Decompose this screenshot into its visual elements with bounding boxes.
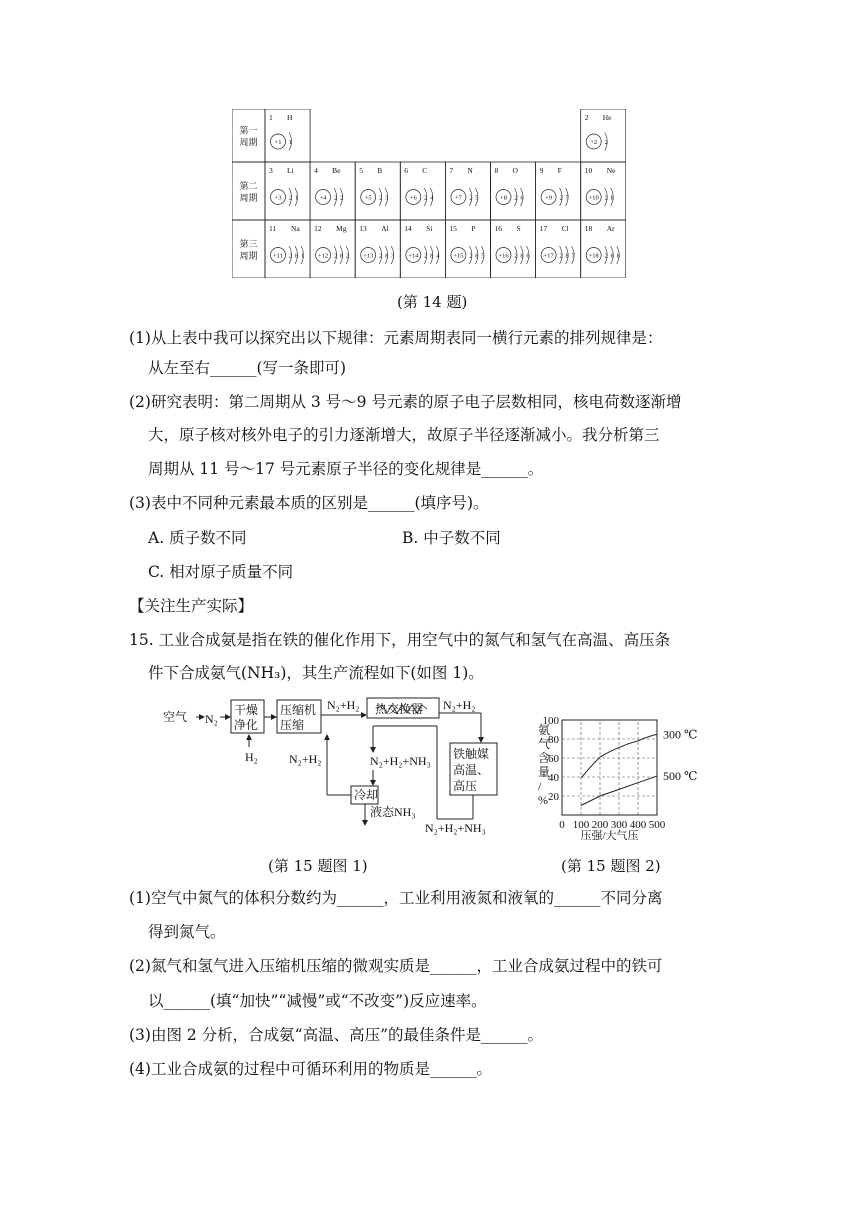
- flow-liquid-nh3: 液态NH₃: [370, 805, 416, 819]
- svg-text:+9: +9: [545, 194, 553, 202]
- q15-part1-line2: 得到氮气。: [148, 923, 226, 941]
- q14-part2-line1: (2)研究表明：第二周期从 3 号～9 号元素的原子电子层数相同，核电荷数逐渐增: [129, 393, 682, 411]
- element-p: [449, 224, 484, 264]
- svg-text:He: He: [602, 113, 612, 122]
- element-si: [404, 224, 440, 264]
- svg-text:+6: +6: [409, 194, 417, 202]
- svg-text:Be: Be: [332, 166, 341, 175]
- period-label: [239, 125, 257, 148]
- periodic-table-figure: [232, 109, 626, 278]
- chart-x-label: 压强/大气压: [580, 830, 639, 840]
- q15-part4: (4)工业合成氨的过程中可循环利用的物质是______。: [129, 1060, 492, 1078]
- svg-text:周期: 周期: [239, 193, 258, 203]
- chart-series-label-1: 500 ℃: [663, 769, 698, 784]
- chart-series-line-0: [581, 734, 657, 778]
- svg-text:+2: +2: [590, 139, 598, 146]
- svg-text:+4: +4: [319, 194, 327, 202]
- svg-text:3: 3: [269, 166, 273, 175]
- svg-text:17: 17: [539, 224, 548, 233]
- element-na: [269, 224, 304, 264]
- svg-text:8: 8: [385, 252, 389, 260]
- flow-compressor-2: 压缩: [280, 718, 305, 732]
- svg-text:+13: +13: [363, 252, 374, 260]
- svg-text:7: 7: [571, 252, 575, 260]
- svg-text:6: 6: [526, 252, 530, 260]
- flow-mixture-mid: N₂+H₂+NH₃: [370, 754, 431, 768]
- svg-text:8: 8: [610, 194, 614, 202]
- q14-part1-line2: 从左至右______(写一条即可): [148, 359, 347, 377]
- svg-text:11: 11: [269, 224, 277, 233]
- svg-text:O: O: [512, 166, 518, 175]
- svg-text:2: 2: [333, 194, 338, 202]
- svg-text:2: 2: [469, 194, 473, 202]
- svg-text:8: 8: [616, 252, 620, 260]
- q14-option-b: B. 中子数不同: [402, 529, 501, 547]
- svg-text:7: 7: [449, 166, 454, 175]
- svg-text:+5: +5: [364, 194, 372, 202]
- svg-text:+11: +11: [273, 252, 283, 260]
- flow-catalyst-2: 高温、: [453, 763, 490, 777]
- svg-text:4: 4: [436, 252, 440, 260]
- svg-text:18: 18: [584, 224, 593, 233]
- svg-text:2: 2: [339, 194, 344, 202]
- svg-text:2: 2: [559, 252, 563, 260]
- svg-text:2: 2: [424, 194, 428, 202]
- period-label: [239, 180, 257, 203]
- q15-part2-line2: 以______(填“加快”“减慢”或“不改变”)反应速率。: [148, 992, 487, 1010]
- svg-text:Ar: Ar: [606, 224, 615, 233]
- svg-text:+15: +15: [453, 252, 464, 260]
- svg-text:2: 2: [604, 139, 608, 146]
- ammonia-content-chart: [520, 712, 710, 840]
- flow-cooling: 冷却: [354, 788, 379, 802]
- flow-air: 空气: [163, 710, 188, 724]
- svg-text:Ne: Ne: [606, 166, 616, 175]
- svg-text:13: 13: [359, 224, 367, 233]
- chart-plot-area: [562, 720, 657, 815]
- element-cl: [540, 224, 576, 264]
- chart-y-label: 氨气含量/ %: [538, 723, 551, 807]
- svg-text:6: 6: [520, 194, 524, 202]
- svg-text:+12: +12: [318, 252, 329, 260]
- svg-text:+3: +3: [274, 194, 282, 202]
- svg-text:8: 8: [339, 252, 344, 260]
- svg-text:6: 6: [404, 166, 409, 175]
- svg-text:8: 8: [520, 252, 524, 260]
- element-c: [404, 166, 434, 206]
- svg-text:B: B: [377, 166, 383, 175]
- chart-x-tick: 0: [559, 819, 565, 831]
- chart-y-tick: 100: [542, 715, 559, 727]
- svg-text:+16: +16: [498, 252, 509, 260]
- svg-text:S: S: [516, 224, 521, 233]
- svg-text:2: 2: [333, 252, 338, 260]
- chart-y-tick: 60: [548, 753, 559, 765]
- svg-text:F: F: [557, 166, 562, 175]
- q14-part1-line1: (1)从上表中我可以探究出以下规律：元素周期表同一横行元素的排列规律是：: [129, 329, 663, 347]
- element-be: [314, 166, 343, 206]
- chart-x-tick: 500: [648, 819, 666, 831]
- svg-text:第三: 第三: [239, 239, 258, 249]
- svg-text:4: 4: [430, 194, 434, 202]
- flow-h2-label: H₂: [245, 750, 258, 764]
- fig1-caption: (第 15 题图 1): [268, 857, 368, 875]
- svg-text:+17: +17: [543, 252, 554, 260]
- svg-text:+1: +1: [274, 139, 282, 146]
- element-ne: [585, 166, 616, 206]
- chart-y-tick: 40: [548, 772, 559, 784]
- svg-text:Mg: Mg: [336, 224, 347, 233]
- flow-compressor-1: 压缩机: [280, 703, 317, 717]
- flow-n2-label: N₂: [205, 712, 218, 726]
- flow-catalyst-1: 铁触媒: [453, 747, 490, 761]
- flow-n2h2-recycle: N₂+H₂: [289, 752, 322, 766]
- svg-text:N: N: [467, 166, 473, 175]
- svg-text:15: 15: [449, 224, 457, 233]
- chart-y-tick: 20: [548, 791, 559, 803]
- svg-text:周期: 周期: [239, 251, 258, 261]
- svg-text:8: 8: [294, 252, 299, 260]
- svg-text:5: 5: [475, 194, 479, 202]
- q15-part3: (3)由图 2 分析，合成氨“高温、高压”的最佳条件是______。: [129, 1026, 544, 1044]
- svg-text:Si: Si: [426, 224, 433, 233]
- section-title: 【关注生产实际】: [129, 597, 254, 615]
- svg-text:16: 16: [494, 224, 502, 233]
- svg-text:1: 1: [269, 113, 273, 122]
- element-li: [269, 166, 298, 206]
- chart-series-label-0: 300 ℃: [663, 727, 698, 742]
- svg-text:+10: +10: [588, 194, 599, 202]
- flow-n2h2-right: N₂+H₂: [443, 698, 476, 712]
- svg-text:2: 2: [379, 194, 383, 202]
- svg-text:Al: Al: [381, 224, 389, 233]
- svg-text:3: 3: [391, 252, 395, 260]
- element-ar: [585, 224, 620, 264]
- svg-text:8: 8: [494, 166, 499, 175]
- svg-text:周期: 周期: [239, 137, 258, 148]
- flow-heat-exchanger: 热交换器: [375, 702, 424, 716]
- svg-text:Na: Na: [291, 224, 300, 233]
- svg-text:+7: +7: [454, 194, 462, 202]
- chart-x-tick: 300: [610, 819, 628, 831]
- q14-caption: (第 14 题): [397, 293, 468, 311]
- svg-text:C: C: [422, 166, 428, 175]
- period-label: [239, 238, 257, 261]
- svg-text:3: 3: [385, 194, 389, 202]
- q14-part3: (3)表中不同种元素最本质的区别是______(填序号)。: [129, 494, 489, 512]
- svg-text:+8: +8: [500, 194, 507, 202]
- svg-text:5: 5: [481, 252, 485, 260]
- svg-text:5: 5: [359, 166, 363, 175]
- element-h: [269, 113, 293, 151]
- svg-text:4: 4: [314, 166, 318, 175]
- svg-text:2: 2: [604, 252, 608, 260]
- svg-text:第一: 第一: [239, 125, 258, 136]
- chart-y-tick: 80: [548, 734, 559, 746]
- svg-text:8: 8: [610, 252, 614, 260]
- svg-text:12: 12: [314, 224, 322, 233]
- q15-intro-line2: 件下合成氨气(NH₃)，其生产流程如下(如图 1)。: [148, 664, 484, 682]
- svg-text:9: 9: [539, 166, 544, 175]
- svg-text:2: 2: [559, 194, 563, 202]
- flow-n2h2-top: N₂+H₂: [327, 698, 360, 712]
- svg-text:2: 2: [379, 252, 383, 260]
- flow-dry-1: 干燥: [234, 703, 259, 717]
- q14-option-a: A. 质子数不同: [148, 529, 247, 547]
- svg-text:14: 14: [404, 224, 412, 233]
- element-o: [495, 166, 525, 206]
- q14-part2-line3: 周期从 11 号～17 号元素原子半径的变化规律是______。: [148, 460, 544, 478]
- svg-text:Li: Li: [287, 166, 294, 175]
- element-n: [449, 166, 478, 206]
- svg-text:7: 7: [565, 194, 569, 202]
- svg-text:2: 2: [469, 252, 473, 260]
- svg-text:1: 1: [300, 252, 305, 260]
- element-f: [540, 166, 570, 206]
- chart-x-tick: 200: [591, 819, 609, 831]
- svg-text:P: P: [471, 224, 476, 233]
- svg-text:2: 2: [424, 252, 428, 260]
- element-he: [585, 113, 612, 151]
- chart-x-tick: 100: [572, 819, 590, 831]
- fig2-caption: (第 15 题图 2): [561, 857, 661, 875]
- svg-text:Cl: Cl: [561, 224, 569, 233]
- svg-text:第二: 第二: [239, 181, 258, 191]
- svg-text:1: 1: [294, 194, 299, 202]
- svg-text:1: 1: [288, 139, 293, 146]
- svg-text:H: H: [287, 113, 293, 122]
- element-b: [359, 166, 388, 206]
- q14-part2-line2: 大，原子核对核外电子的引力逐渐增大，故原子半径逐渐减小。我分析第三: [148, 426, 660, 444]
- element-al: [359, 224, 394, 264]
- svg-text:+18: +18: [588, 252, 599, 260]
- svg-text:10: 10: [584, 166, 593, 175]
- q15-intro-line1: 15. 工业合成氨是指在铁的催化作用下，用空气中的氮气和氢气在高温、高压条: [129, 631, 671, 649]
- flow-catalyst-3: 高压: [453, 779, 478, 793]
- q15-part1-line1: (1)空气中氮气的体积分数约为______，工业利用液氮和液氧的______不同分离: [129, 889, 663, 907]
- svg-text:+14: +14: [408, 252, 419, 260]
- element-mg: [314, 224, 349, 264]
- q15-part2-line1: (2)氮气和氢气进入压缩机压缩的微观实质是______，工业合成氨过程中的铁可: [129, 957, 663, 975]
- chart-series-line-1: [581, 776, 657, 805]
- svg-text:2: 2: [514, 252, 518, 260]
- svg-text:8: 8: [565, 252, 569, 260]
- svg-text:8: 8: [430, 252, 434, 260]
- svg-text:2: 2: [584, 113, 589, 122]
- flow-mixture-bottom: N₂+H₂+NH₃: [425, 821, 486, 835]
- svg-text:2: 2: [604, 194, 608, 202]
- svg-text:2: 2: [288, 252, 293, 260]
- svg-text:2: 2: [288, 194, 293, 202]
- element-s: [495, 224, 531, 264]
- q14-option-c: C. 相对原子质量不同: [148, 563, 294, 581]
- process-flow-diagram: [163, 695, 503, 840]
- flow-dry-2: 净化: [234, 718, 259, 732]
- svg-text:2: 2: [514, 194, 518, 202]
- svg-text:2: 2: [345, 252, 350, 260]
- svg-text:8: 8: [475, 252, 479, 260]
- chart-x-tick: 400: [629, 819, 647, 831]
